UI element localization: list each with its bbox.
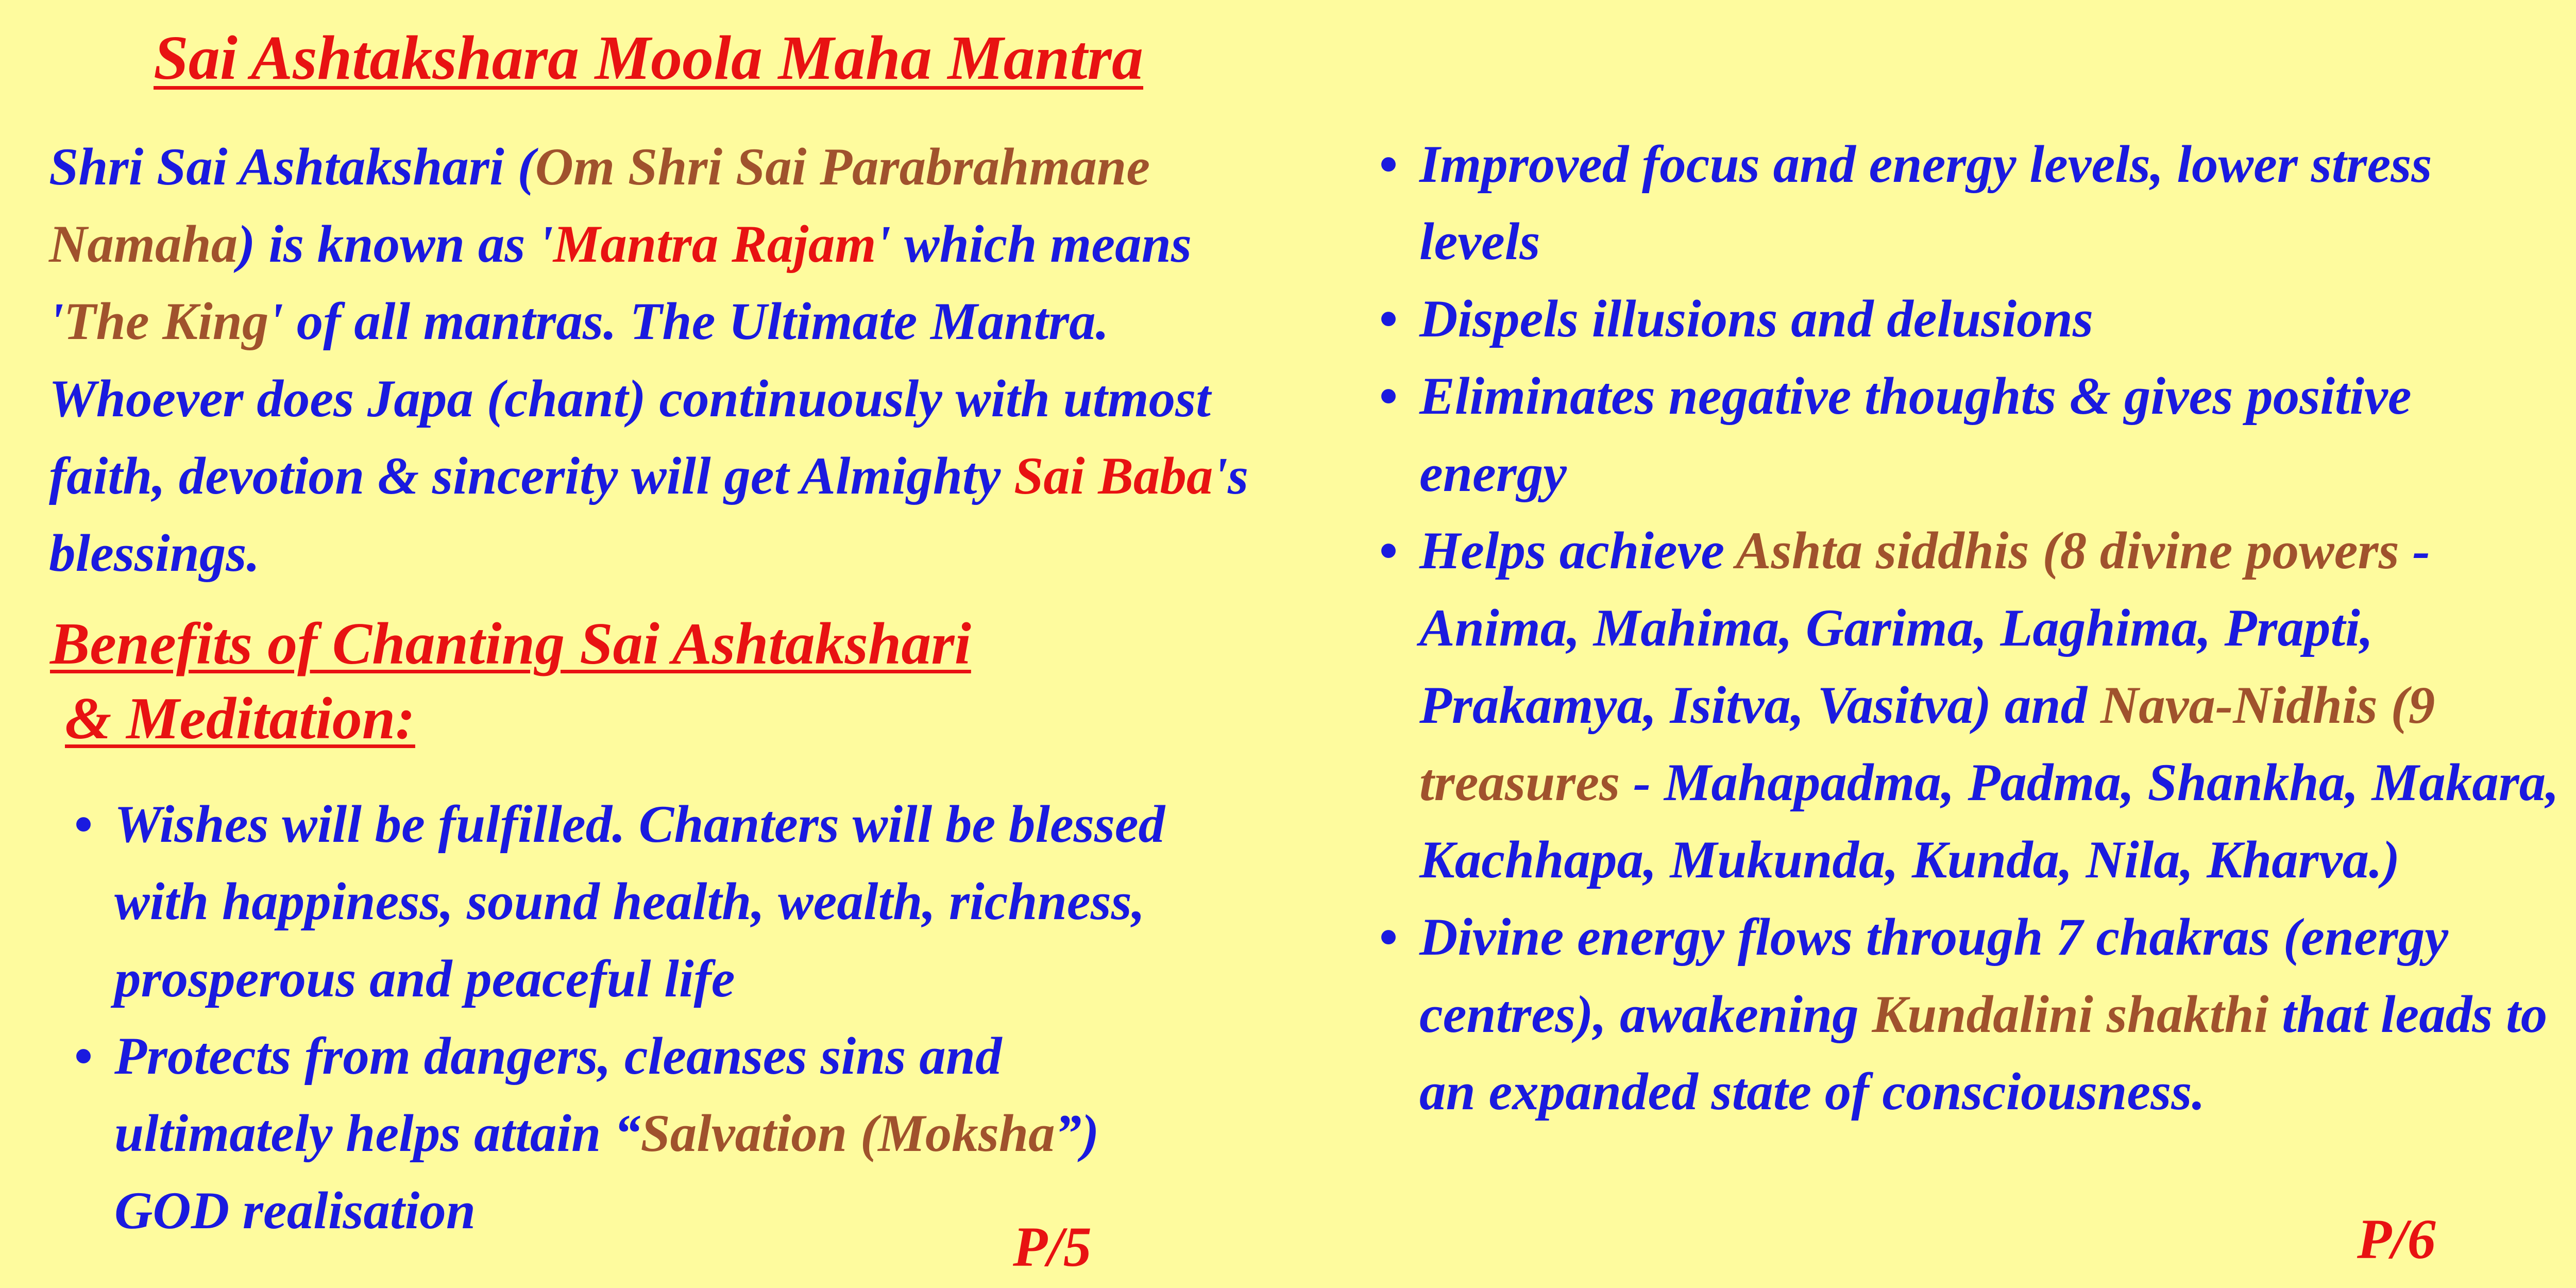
list-item-text: - Anima, Mahima, Garima, Laghima, Prapti, Prakamya, Isitva, Vasitva) and <box>1419 521 2430 735</box>
bullet-icon: • <box>74 1027 93 1086</box>
benefits-heading-line1: Benefits of Chanting Sai Ashtakshari <box>50 611 971 677</box>
bullet-icon: • <box>74 795 93 854</box>
bullet-icon: • <box>1379 290 1398 348</box>
bullet-icon: • <box>1379 367 1398 426</box>
list-item-text: ”) GOD realisation <box>114 1104 1099 1240</box>
right-benefits-list <box>1379 126 2563 1130</box>
intro-text: 's blessings. <box>49 447 1249 583</box>
mantra-rajam: Mantra Rajam <box>553 215 876 274</box>
benefits-heading <box>50 607 1132 756</box>
left-benefits-list <box>74 786 1222 1249</box>
intro-text: ' of all mantras. The Ultimate Mantra. Whoever does Japa (chant) continuously with utmost faith, devotion & sincerity will get Almighty <box>49 292 1211 505</box>
kundalini-text: Kundalini shakthi <box>1872 985 2269 1044</box>
page-number-right: P/6 <box>2357 1208 2436 1270</box>
bullet-icon: • <box>1379 135 1398 194</box>
list-item <box>1379 126 2563 280</box>
intro-paragraph <box>49 128 1249 592</box>
list-item-text: Improved focus and energy levels, lower stress levels <box>1419 135 2432 271</box>
the-king: The King <box>63 292 269 351</box>
list-item <box>1379 512 2563 899</box>
benefits-heading-line2: & Meditation: <box>65 686 415 752</box>
sai-baba: Sai Baba <box>1014 447 1213 505</box>
list-item <box>1379 358 2563 512</box>
intro-text: ) is known as ' <box>238 215 553 274</box>
page-title: Sai Ashtakshara Moola Maha Mantra <box>154 23 1144 93</box>
intro-text: ' which means ' <box>49 215 1192 351</box>
mantra-name: Om Shri Sai Parabrahmane Namaha <box>49 138 1150 274</box>
list-item-text: Divine energy flows through 7 chakras (energy centres), awakening <box>1419 908 2449 1044</box>
list-item-text: Eliminates negative thoughts & gives positive energy <box>1419 367 2412 503</box>
list-item <box>74 786 1222 1018</box>
list-item <box>1379 280 2563 358</box>
bullet-icon: • <box>1379 521 1398 580</box>
page-number-left: P/5 <box>1013 1215 1092 1278</box>
list-item-text: - Mahapadma, Padma, Shankha, Makara, Kachhapa, Mukunda, Kunda, Nila, Kharva.) <box>1419 753 2560 889</box>
bullet-icon: • <box>1379 908 1398 967</box>
intro-text: Shri Sai Ashtakshari ( <box>49 138 535 196</box>
list-item-text: Helps achieve <box>1419 521 1736 580</box>
list-item-text: Protects from dangers, cleanses sins and ultimately helps attain “ <box>114 1027 1002 1163</box>
salvation-text: Salvation (Moksha <box>640 1104 1055 1163</box>
nava-nidhis-text: Nava-Nidhis (9 treasures <box>1419 676 2435 812</box>
list-item-text: Wishes will be fulfilled. Chanters will be blessed with happiness, sound health, wealth, richness, prosperous and peaceful life <box>114 795 1165 1008</box>
list-item-text: Dispels illusions and delusions <box>1419 290 2093 348</box>
list-item <box>1379 899 2563 1130</box>
ashta-siddhis-text: Ashta siddhis (8 divine powers <box>1735 521 2399 580</box>
list-item-text: that leads to an expanded state of consciousness. <box>1419 985 2548 1121</box>
